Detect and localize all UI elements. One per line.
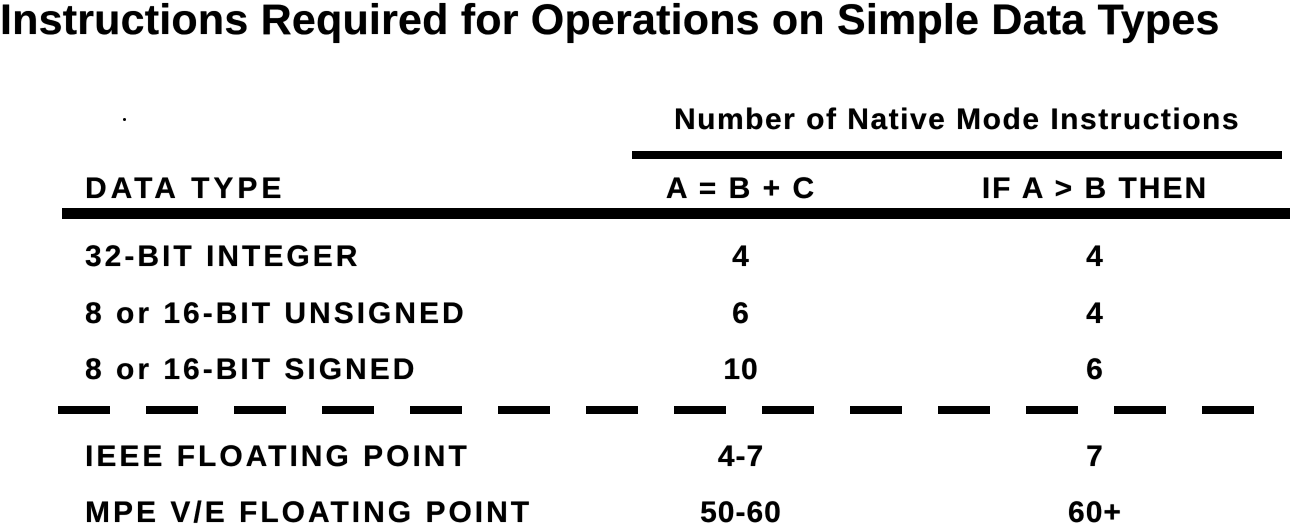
row-label: 8 or 16-BIT UNSIGNED [85, 297, 467, 330]
row-label: 32-BIT INTEGER [85, 240, 361, 273]
column-header-compare-expression: IF A > B THEN [981, 172, 1209, 205]
row-label: IEEE FLOATING POINT [85, 440, 470, 473]
table-row [0, 496, 1294, 530]
table-row [0, 353, 1294, 387]
span-header-underline [632, 151, 1282, 159]
span-column-header: Number of Native Mode Instructions [673, 103, 1241, 136]
table-row [0, 440, 1294, 474]
row-add-value: 6 [732, 297, 750, 330]
column-header-add-expression: A = B + C [665, 172, 817, 205]
row-add-value: 50-60 [700, 496, 782, 529]
row-add-value: 10 [723, 353, 759, 386]
header-separator-rule [62, 208, 1290, 219]
row-compare-value: 4 [1086, 240, 1104, 273]
row-compare-value: 6 [1086, 353, 1104, 386]
row-add-value: 4 [732, 240, 750, 273]
row-label: MPE V/E FLOATING POINT [85, 496, 533, 529]
row-compare-value: 60+ [1068, 496, 1122, 529]
table-row [0, 297, 1294, 331]
table-row [0, 240, 1294, 274]
row-compare-value: 7 [1086, 440, 1104, 473]
figure-title: Instructions Required for Operations on Simple Data Types [0, 0, 1220, 44]
column-header-data-type: DATA TYPE [85, 172, 286, 205]
row-label: 8 or 16-BIT SIGNED [85, 353, 418, 386]
group-divider-dashed-rule [58, 406, 1286, 414]
row-compare-value: 4 [1086, 297, 1104, 330]
row-add-value: 4-7 [717, 440, 765, 473]
scan-speck-artifact [123, 118, 126, 121]
